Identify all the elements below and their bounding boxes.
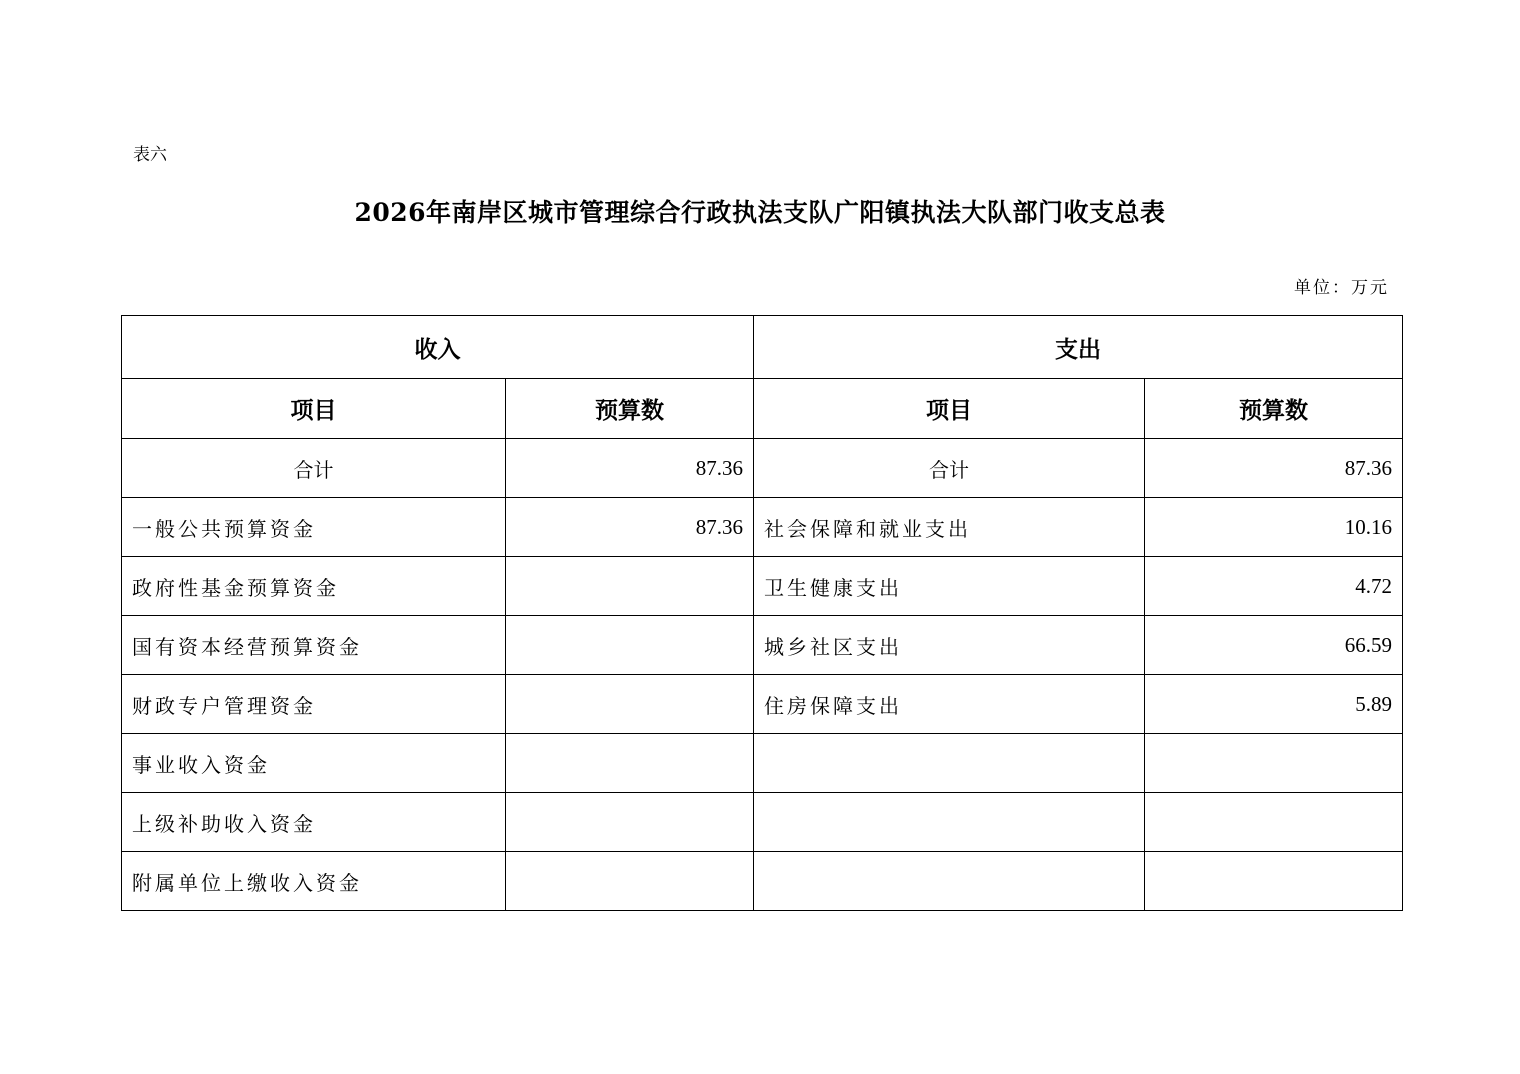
income-amount-cell (506, 734, 754, 793)
expenditure-amount-cell: 87.36 (1145, 439, 1403, 498)
income-amount-cell (506, 616, 754, 675)
expenditure-amount-cell (1145, 793, 1403, 852)
table-row (122, 498, 1403, 557)
expenditure-amount-cell: 66.59 (1145, 616, 1403, 675)
income-amount-cell (506, 675, 754, 734)
income-amount-cell: 87.36 (506, 498, 754, 557)
column-header-row (122, 379, 1403, 439)
expenditure-item-cell: 社会保障和就业支出 (754, 498, 1145, 557)
expenditure-amount-cell: 5.89 (1145, 675, 1403, 734)
income-amount-cell: 87.36 (506, 439, 754, 498)
expenditure-item-cell: 住房保障支出 (754, 675, 1145, 734)
income-item-cell: 事业收入资金 (122, 734, 506, 793)
expenditure-amount-cell: 10.16 (1145, 498, 1403, 557)
expenditure-section-header: 支出 (754, 316, 1403, 379)
income-amount-cell (506, 793, 754, 852)
income-amount-cell (506, 852, 754, 911)
income-item-cell: 国有资本经营预算资金 (122, 616, 506, 675)
expenditure-item-cell (754, 734, 1145, 793)
income-amount-header: 预算数 (506, 379, 754, 439)
expenditure-item-cell: 城乡社区支出 (754, 616, 1145, 675)
page-title: 2026年南岸区城市管理综合行政执法支队广阳镇执法大队部门收支总表 (354, 198, 1166, 227)
income-item-cell: 一般公共预算资金 (122, 498, 506, 557)
table-row (122, 675, 1403, 734)
income-item-cell: 上级补助收入资金 (122, 793, 506, 852)
table-number-label: 表六 (133, 145, 167, 165)
table-row-total (122, 439, 1403, 498)
expenditure-amount-cell: 4.72 (1145, 557, 1403, 616)
expenditure-amount-cell (1145, 852, 1403, 911)
unit-label: 单位：万元 (1294, 278, 1389, 298)
table-row (122, 734, 1403, 793)
expenditure-amount-header: 预算数 (1145, 379, 1403, 439)
income-item-cell: 合计 (122, 439, 506, 498)
expenditure-item-cell: 合计 (754, 439, 1145, 498)
expenditure-item-cell (754, 852, 1145, 911)
section-header-row (122, 316, 1403, 379)
income-item-cell: 财政专户管理资金 (122, 675, 506, 734)
table-row (122, 616, 1403, 675)
expenditure-item-cell: 卫生健康支出 (754, 557, 1145, 616)
expenditure-item-header: 项目 (754, 379, 1145, 439)
income-item-header: 项目 (122, 379, 506, 439)
income-amount-cell (506, 557, 754, 616)
expenditure-item-cell (754, 793, 1145, 852)
expenditure-amount-cell (1145, 734, 1403, 793)
income-item-cell: 附属单位上缴收入资金 (122, 852, 506, 911)
table-row (122, 852, 1403, 911)
table-row (122, 557, 1403, 616)
income-section-header: 收入 (122, 316, 754, 379)
budget-summary-table (121, 315, 1403, 911)
income-item-cell: 政府性基金预算资金 (122, 557, 506, 616)
table-row (122, 793, 1403, 852)
